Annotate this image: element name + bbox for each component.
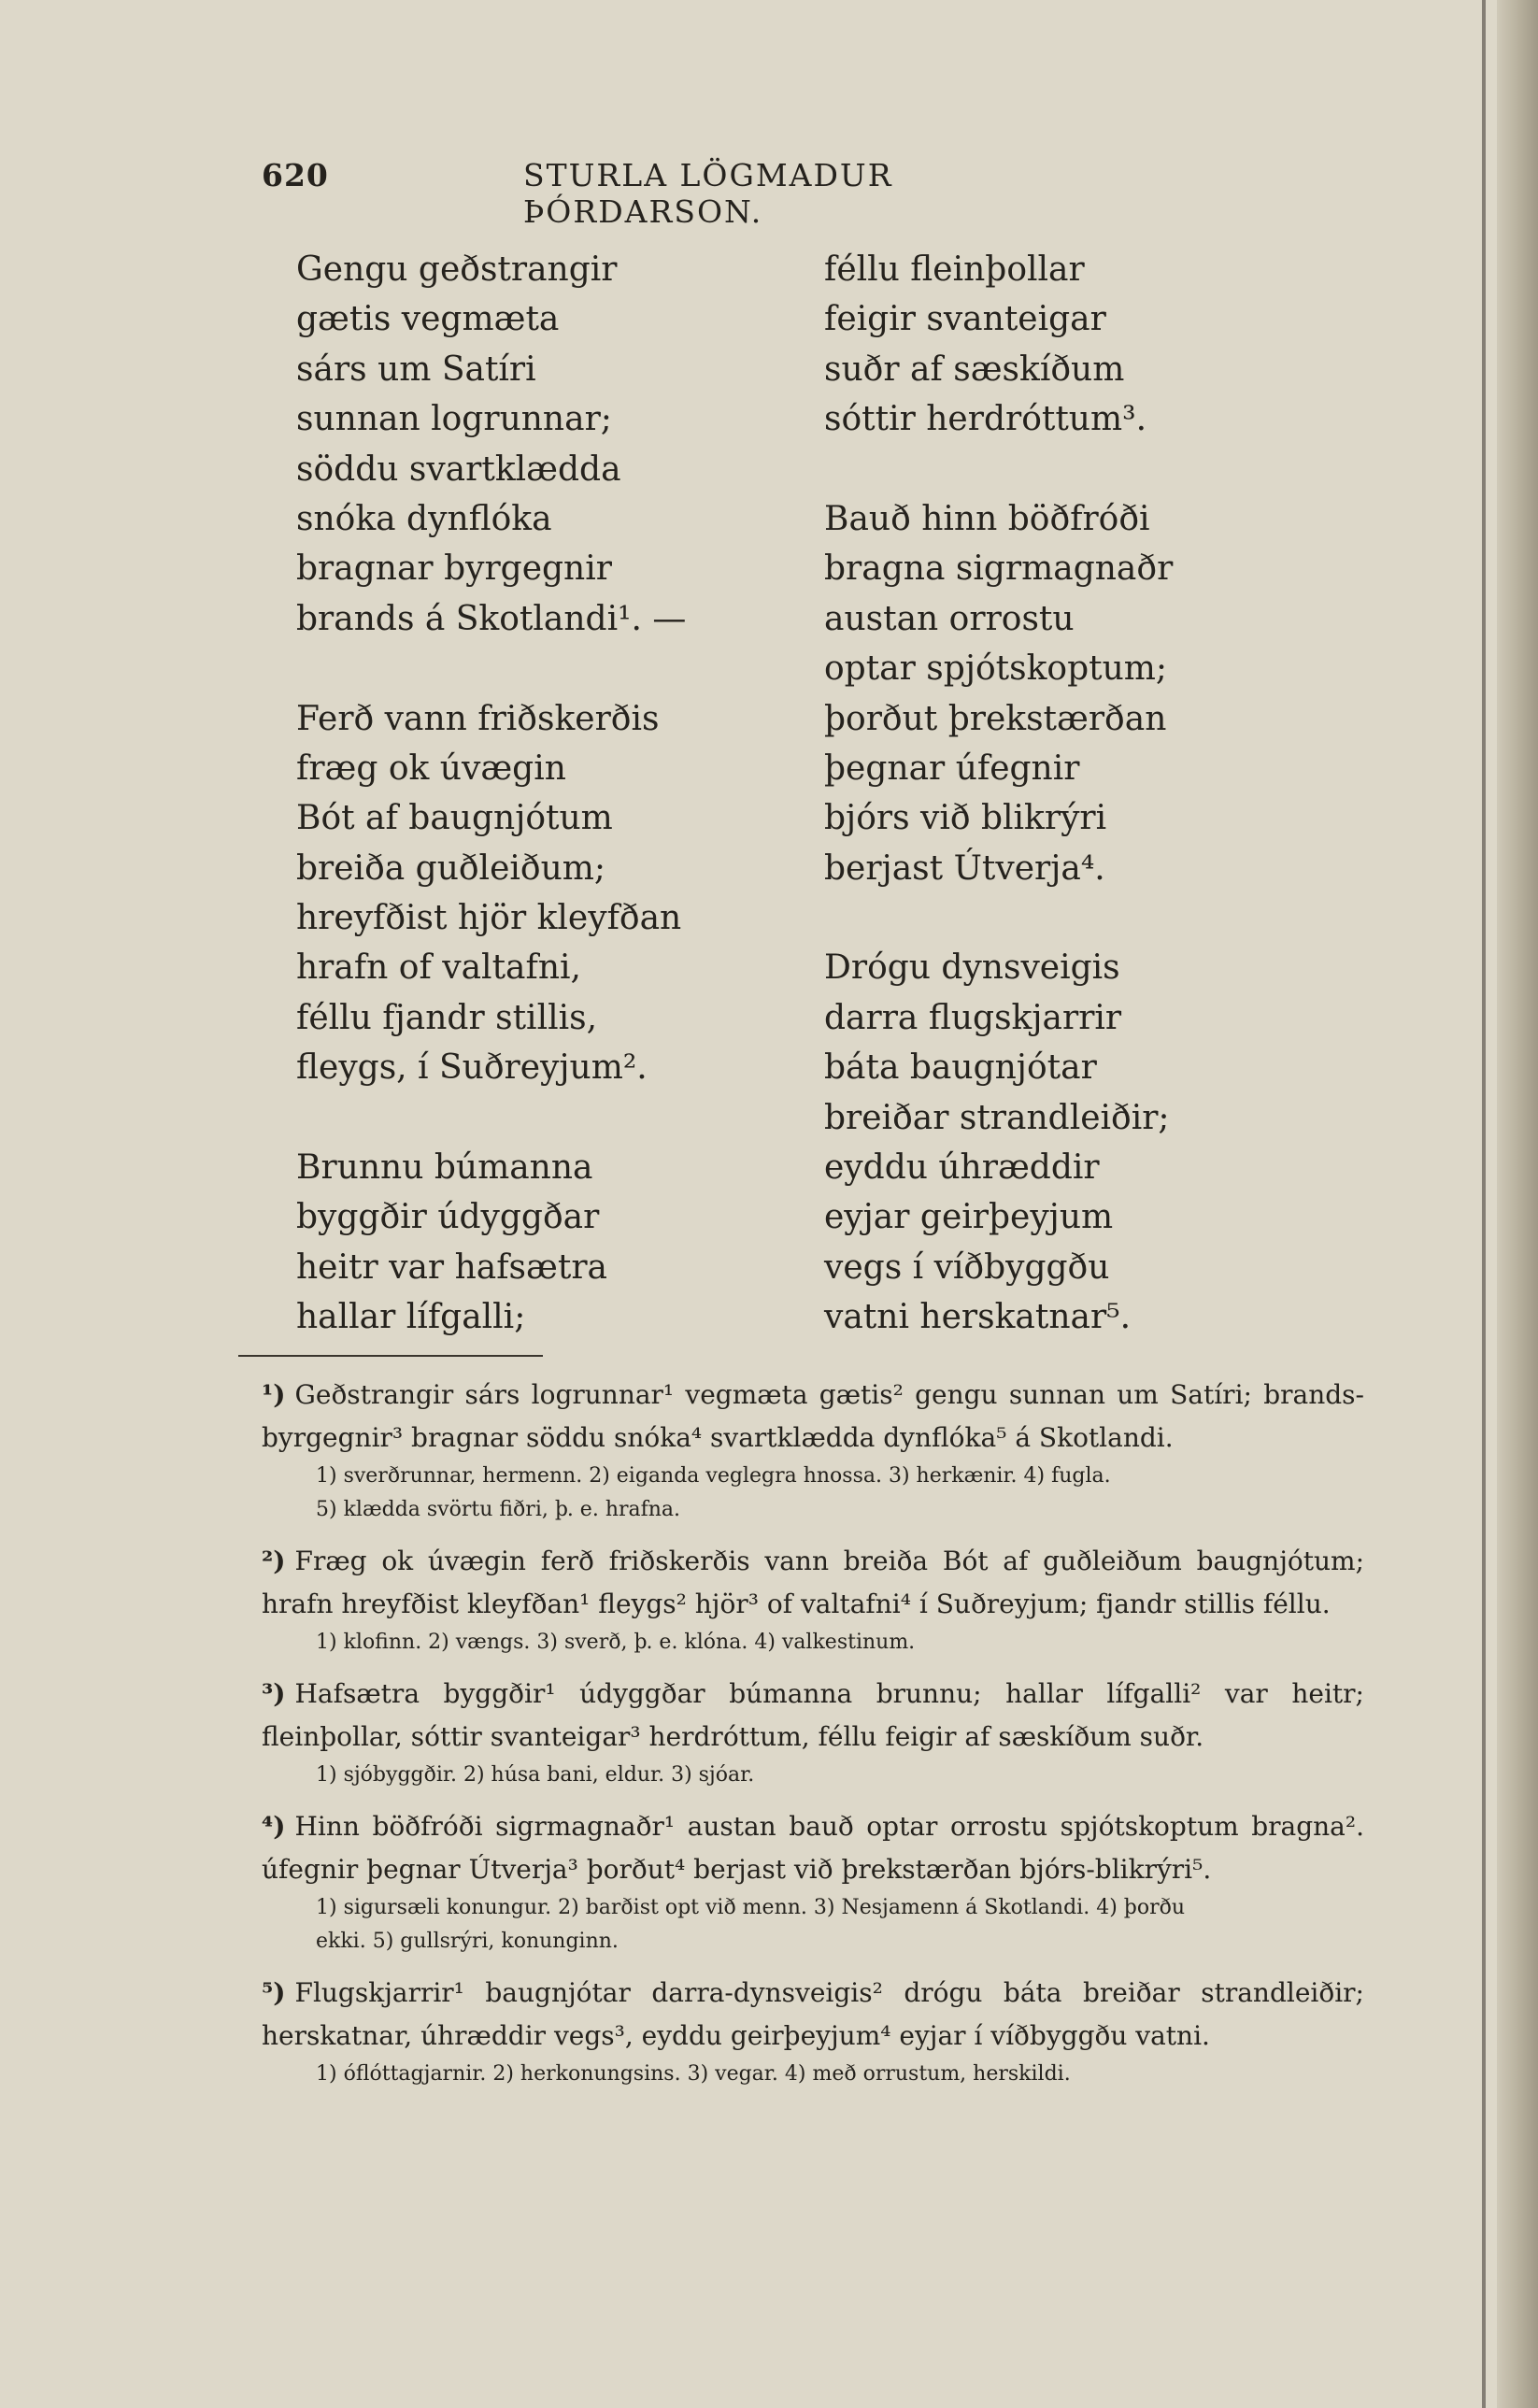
verse-line: sárs um Satíri bbox=[296, 349, 536, 389]
stanza bbox=[296, 1143, 735, 1343]
footnote-gloss: 1) sverðrunnar, hermenn. 2) eiganda veglegra hnossa. 3) herkænir. 4) fugla. bbox=[316, 1464, 1111, 1488]
verse-column-left bbox=[296, 245, 735, 1343]
verse-line: eyddu úhræddir bbox=[824, 1148, 1100, 1188]
verse-line: gætis vegmæta bbox=[296, 300, 560, 339]
stanza-gap bbox=[824, 893, 1245, 943]
footnote bbox=[262, 1540, 1364, 1660]
verse-line: suðr af sæskíðum bbox=[824, 349, 1125, 389]
stanza-gap bbox=[824, 445, 1245, 494]
footnote-text-block bbox=[262, 1673, 1364, 1759]
stanza bbox=[824, 943, 1245, 1342]
footnote-prose: Hinn böðfróði sigrmagnaðr¹ austan bauð optar orrostu spjótskoptum bragna². úfegnir þegnar Útverja³ þorðut⁴ berjast við þrekstærðan bjórs-blikrýri⁵. bbox=[262, 1811, 1364, 1885]
verse-line: söddu svartklædda bbox=[296, 449, 621, 489]
verse-line: féllu fjandr stillis, bbox=[296, 998, 598, 1037]
verse-line: bragna sigrmagnaðr bbox=[824, 549, 1174, 589]
stanza bbox=[296, 694, 735, 1093]
verse-line: darra flugskjarrir bbox=[824, 998, 1122, 1037]
verse-line: þegnar úfegnir bbox=[824, 748, 1080, 788]
verse-line: hrafn of valtafni, bbox=[296, 948, 581, 988]
footnote-prose: Geðstrangir sárs logrunnar¹ vegmæta gætis² gengu sunnan um Satíri; brands-byrgegnir³ bragnar söddu snóka⁴ svartklædda dynflóka⁵ á Skotlandi. bbox=[262, 1379, 1364, 1453]
verse-line: berjast Útverja⁴. bbox=[824, 848, 1105, 888]
verse-line: Ferð vann friðskerðis bbox=[296, 699, 660, 738]
stanza bbox=[824, 494, 1245, 893]
verse-line: bjórs við blikrýri bbox=[824, 799, 1107, 838]
verse-line: þorðut þrekstærðan bbox=[824, 699, 1167, 738]
verse-line: vatni herskatnar⁵. bbox=[824, 1298, 1132, 1337]
footnote-gloss: 1) sigursæli konungur. 2) barðist opt við menn. 3) Nesjamenn á Skotlandi. 4) þorðu bbox=[316, 1896, 1186, 1919]
footnote-gloss: 5) klædda svörtu fiðri, þ. e. hrafna. bbox=[316, 1498, 681, 1521]
footnotes bbox=[262, 1374, 1364, 2104]
footnote-text-block bbox=[262, 1972, 1364, 2058]
footnote bbox=[262, 1374, 1364, 1527]
verse-line: hreyfðist hjör kleyfðan bbox=[296, 899, 682, 938]
verse-line: heitr var hafsætra bbox=[296, 1247, 607, 1287]
verse-line: Gengu geðstrangir bbox=[296, 250, 618, 289]
page-edge-line bbox=[1482, 0, 1486, 2408]
verse-line: austan orrostu bbox=[824, 599, 1075, 638]
footnote bbox=[262, 1972, 1364, 2091]
footnote-mark: ³) bbox=[262, 1678, 286, 1709]
stanza-gap bbox=[296, 1093, 735, 1143]
page-number: 620 bbox=[262, 157, 329, 193]
running-title: STURLA LÖGMADUR ÞÓRDARSON. bbox=[523, 157, 893, 230]
verse-line: Bauð hinn böðfróði bbox=[824, 499, 1150, 538]
footnote-gloss: ekki. 5) gullsrýri, konunginn. bbox=[316, 1930, 619, 1953]
verse-line: sóttir herdróttum³. bbox=[824, 400, 1147, 439]
footnote-mark: ⁵) bbox=[262, 1977, 286, 2008]
verse-line: sunnan logrunnar; bbox=[296, 400, 612, 439]
verse-line: féllu fleinþollar bbox=[824, 250, 1085, 289]
footnote-text-block bbox=[262, 1805, 1364, 1891]
verse-line: breiðar strandleiðir; bbox=[824, 1098, 1170, 1137]
footnote bbox=[262, 1673, 1364, 1792]
footnote-prose: Fræg ok úvægin ferð friðskerðis vann breiða Bót af guðleiðum baugnjótum; hrafn hreyfðist kleyfðan¹ fleygs² hjör³ of valtafni⁴ í Suðreyjum; fjandr stillis féllu. bbox=[262, 1546, 1364, 1619]
verse-line: Drógu dynsveigis bbox=[824, 948, 1120, 988]
verse-line: fleygs, í Suðreyjum². bbox=[296, 1048, 648, 1088]
verse-line: byggðir údyggðar bbox=[296, 1198, 600, 1237]
verse-line: brands á Skotlandi¹. — bbox=[296, 599, 687, 638]
verse-line: vegs í víðbyggðu bbox=[824, 1247, 1110, 1287]
page-edge-shadow bbox=[1497, 0, 1538, 2408]
verse-line: snóka dynflóka bbox=[296, 499, 552, 538]
verse-line: eyjar geirþeyjum bbox=[824, 1198, 1114, 1237]
footnote-rule bbox=[238, 1355, 543, 1357]
verse-column-right bbox=[824, 245, 1245, 1343]
footnote-gloss: 1) klofinn. 2) vængs. 3) sverð, þ. e. klóna. 4) valkestinum. bbox=[316, 1631, 916, 1654]
footnote-mark: ²) bbox=[262, 1546, 286, 1576]
footnote-mark: ¹) bbox=[262, 1379, 286, 1410]
footnote-gloss: 1) sjóbyggðir. 2) húsa bani, eldur. 3) sjóar. bbox=[316, 1763, 755, 1787]
verse-line: Brunnu búmanna bbox=[296, 1148, 593, 1188]
footnote-mark: ⁴) bbox=[262, 1811, 286, 1842]
footnote-text-block bbox=[262, 1540, 1364, 1626]
page-header bbox=[262, 157, 1084, 230]
footnote-prose: Hafsætra byggðir¹ údyggðar búmanna brunnu; hallar lífgalli² var heitr; fleinþollar, sóttir svanteigar³ herdróttum, féllu feigir af sæskíðum suðr. bbox=[262, 1678, 1364, 1752]
stanza-gap bbox=[296, 644, 735, 693]
stanza bbox=[824, 245, 1245, 445]
verse-line: breiða guðleiðum; bbox=[296, 848, 606, 888]
footnote-text-block bbox=[262, 1374, 1364, 1460]
verse-line: báta baugnjótar bbox=[824, 1048, 1097, 1088]
stanza bbox=[296, 245, 735, 644]
footnote bbox=[262, 1805, 1364, 1959]
verse-line: fræg ok úvægin bbox=[296, 748, 566, 788]
footnote-prose: Flugskjarrir¹ baugnjótar darra-dynsveigis² drógu báta breiðar strandleiðir; herskatnar, úhræddir vegs³, eyddu geirþeyjum⁴ eyjar í víðbyggðu vatni. bbox=[262, 1977, 1364, 2051]
verse-line: Bót af baugnjótum bbox=[296, 799, 613, 838]
verse-line: feigir svanteigar bbox=[824, 300, 1106, 339]
verse-line: bragnar byrgegnir bbox=[296, 549, 612, 589]
verse-line: optar spjótskoptum; bbox=[824, 649, 1168, 689]
verse-line: hallar lífgalli; bbox=[296, 1298, 526, 1337]
footnote-gloss: 1) óflóttagjarnir. 2) herkonungsins. 3) vegar. 4) með orrustum, herskildi. bbox=[316, 2062, 1071, 2086]
